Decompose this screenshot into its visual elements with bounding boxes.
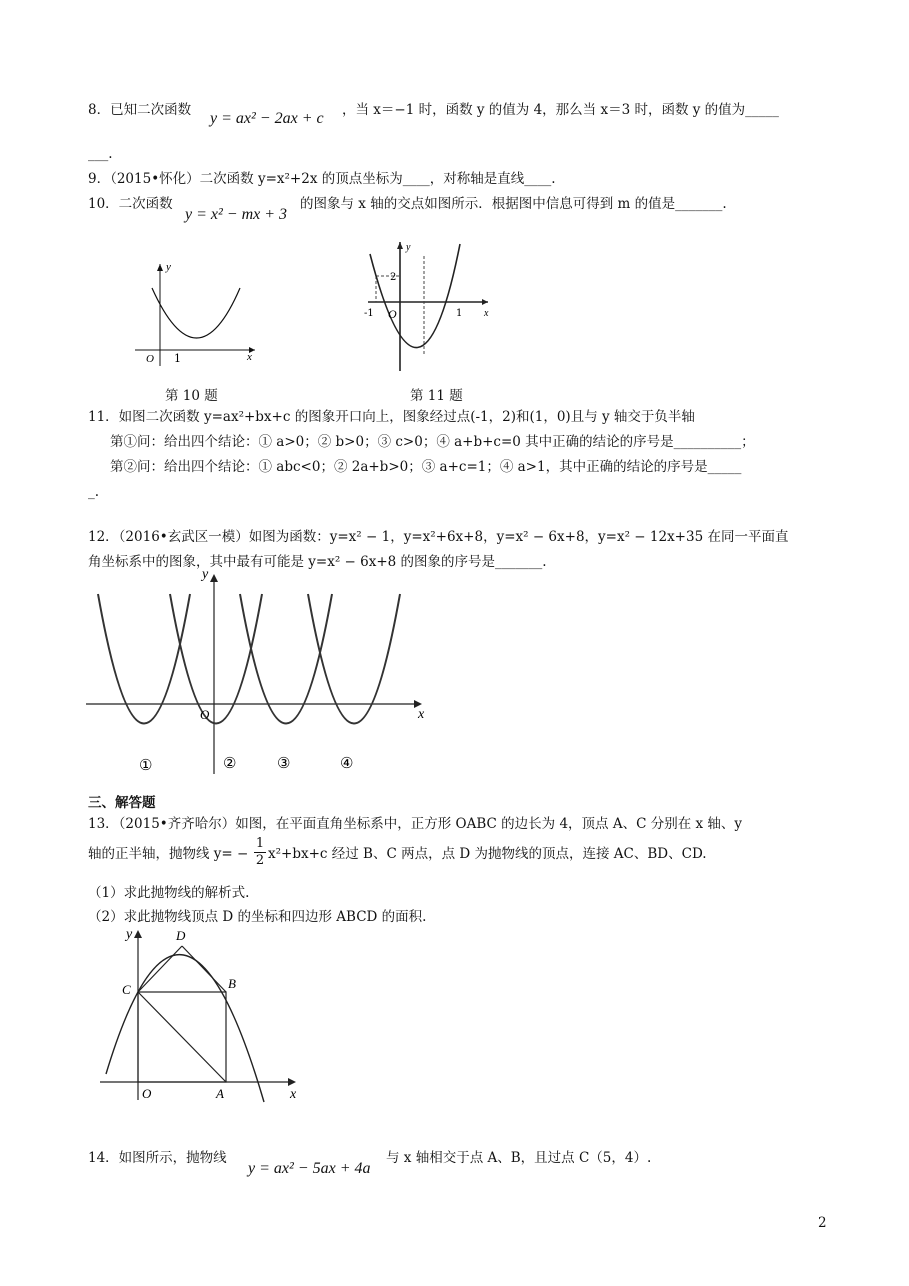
fig11-one-label: 1 (456, 308, 463, 319)
fig10-parabola (152, 288, 240, 338)
fig10-y-arrow (157, 264, 163, 271)
fig11-neg1-label: -1 (364, 308, 374, 319)
fig11-x-arrow (482, 299, 488, 305)
q10-prefix: 10．二次函数 (88, 196, 173, 212)
figure-10 (130, 258, 270, 368)
q8-suffix: ，当 x＝−1 时，函数 y 的值为 4，那么当 x＝3 时，函数 y 的值为_____ (342, 102, 779, 118)
fig12-y-label: y (202, 567, 209, 582)
fig12-label-1: ① (139, 756, 153, 774)
q13-frac-num: 1 (255, 836, 265, 851)
q11-line1: 11．如图二次函数 y=ax²+bx+c 的图象开口向上，图象经过点(-1，2)和(1，0)且与 y 轴交于负半轴 (88, 409, 695, 425)
fig12-label-3: ③ (277, 754, 291, 772)
fig10-caption: 第 10 题 (165, 388, 218, 404)
figure-13 (98, 924, 318, 1104)
fig10-x-label: x (247, 351, 252, 363)
fig11-origin-label: O (388, 307, 397, 321)
q11-line3: 第②问：给出四个结论：① abc<0；② 2a+b>0；③ a+c=1；④ a>1，其中正确的结论的序号是_____ (110, 459, 742, 475)
q12-line2: 角坐标系中的图象，其中最有可能是 y=x² − 6x+8 的图象的序号是_______. (88, 554, 547, 570)
fig10-one-label: 1 (174, 352, 181, 365)
q12-line1: 12．（2016•玄武区一模）如图为函数：y=x² − 1，y=x²+6x+8，y=x² − 6x+8，y=x² − 12x+35 在同一平面直 (88, 529, 789, 545)
fig11-y-arrow (397, 242, 403, 249)
q8-formula: y = ax² − 2ax + c (210, 110, 324, 127)
q11-line2: 第①问：给出四个结论：① a>0；② b>0；③ c>0；④ a+b+c=0 其中正确的结论的序号是__________； (110, 434, 755, 450)
fig13-line-bd (182, 946, 226, 992)
figure-11 (360, 236, 500, 376)
fig10-origin-label: O (146, 353, 154, 365)
fig12-y-arrow (210, 574, 218, 582)
fig10-y-label: y (166, 261, 171, 273)
fig13-point-b: B (228, 976, 236, 991)
fig13-x-label: x (290, 1087, 297, 1102)
page-number: 2 (818, 1215, 827, 1231)
fig13-point-a: A (216, 1086, 224, 1101)
fig13-x-arrow (288, 1078, 296, 1086)
fig13-point-c: C (122, 982, 131, 997)
fig13-point-d: D (176, 928, 186, 943)
fig12-x-label: x (418, 707, 425, 722)
fig12-label-4: ④ (340, 754, 354, 772)
q14-prefix: 14．如图所示，抛物线 (88, 1150, 227, 1166)
q13-line1: 13．（2015•齐齐哈尔）如图，在平面直角坐标系中，正方形 OABC 的边长为 4，顶点 A、C 分别在 x 轴、y (88, 816, 743, 832)
fig11-two-label: 2 (390, 272, 397, 283)
fig11-x-label: x (484, 308, 489, 319)
fig13-line-cd (138, 946, 182, 992)
q13-fraction (254, 836, 266, 869)
q10-suffix: 的图象与 x 轴的交点如图所示．根据图中信息可得到 m 的值是_______. (300, 196, 727, 212)
q8-prefix: 8．已知二次函数 (88, 102, 192, 118)
q13-part1: （1）求此抛物线的解析式. (88, 885, 250, 901)
fig13-y-arrow (134, 930, 142, 938)
figure-12 (84, 568, 434, 778)
q14-suffix: 与 x 轴相交于点 A、B，且过点 C（5，4）. (386, 1150, 652, 1166)
fig11-parabola (370, 244, 463, 348)
section-heading: 三、解答题 (88, 795, 156, 811)
fig11-caption: 第 11 题 (410, 388, 463, 404)
q13-part2: （2）求此抛物线顶点 D 的坐标和四边形 ABCD 的面积. (88, 909, 427, 925)
fig13-y-label: y (126, 927, 133, 942)
q11-line4: _. (88, 484, 100, 500)
q13-line2b: x²+bx+c 经过 B、C 两点，点 D 为抛物线的顶点，连接 AC、BD、CD. (268, 846, 707, 862)
q14-formula: y = ax² − 5ax + 4a (248, 1160, 371, 1177)
fig11-y-label: y (406, 242, 411, 253)
q10-formula: y = x² − mx + 3 (185, 206, 288, 223)
fig12-origin-label: O (200, 707, 210, 722)
fig13-origin-label: O (142, 1086, 152, 1101)
q8-continuation: ___. (88, 146, 113, 162)
fig12-label-2: ② (223, 754, 237, 772)
q13-frac-den: 2 (255, 853, 265, 868)
fig13-parabola (106, 955, 264, 1102)
fig13-line-ac (138, 992, 226, 1082)
q13-line2a: 轴的正半轴，抛物线 y= − (88, 846, 249, 862)
q9-text: 9．（2015•怀化）二次函数 y=x²+2x 的顶点坐标为____，对称轴是直线____. (88, 171, 556, 187)
